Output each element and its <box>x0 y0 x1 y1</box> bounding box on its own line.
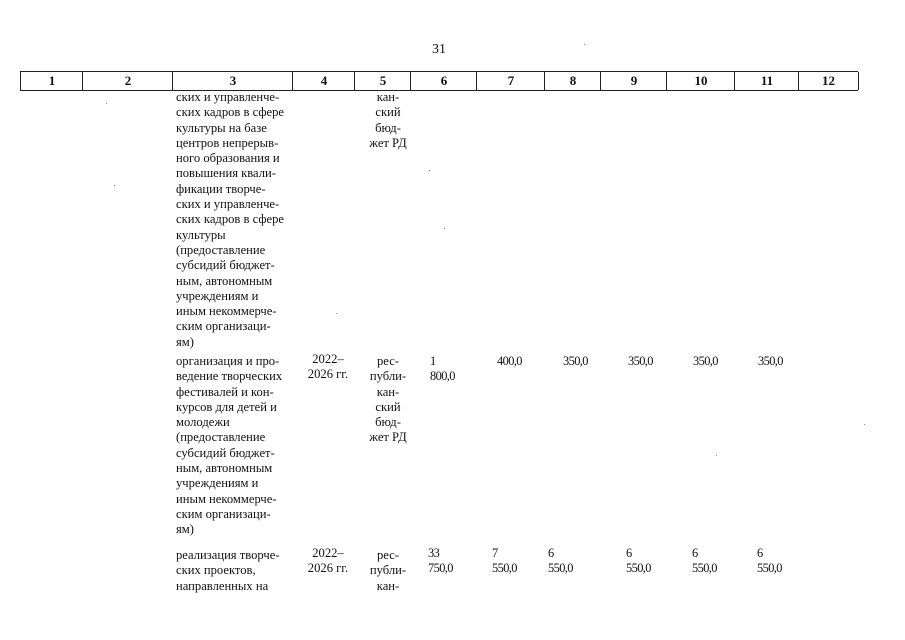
row-funding-source: кан- ский бюд- жет РД <box>369 90 407 150</box>
row-description: реализация творче- ских проектов, направленных на <box>176 548 280 593</box>
table-header-row <box>20 71 858 91</box>
scan-speck <box>864 424 865 425</box>
header-col-3: 3 <box>172 72 293 90</box>
row-years: 2022– 2026 гг. <box>307 546 349 576</box>
row-value-2025: 6 550,0 <box>692 546 717 575</box>
row-value-2023: 6 550,0 <box>548 546 573 575</box>
row-description: организация и про- ведение творческих фестивалей и кон- курсов для детей и молодежи (предоставление субсидий бюджет- ным, автономным учреждениям и иным некоммерче- ским организаци- ям) <box>176 354 283 537</box>
header-col-12: 12 <box>798 72 859 90</box>
scan-speck <box>716 455 717 456</box>
header-col-6: 6 <box>410 72 477 90</box>
scan-speck <box>444 228 445 229</box>
header-col-1: 1 <box>20 72 83 90</box>
header-col-4: 4 <box>292 72 355 90</box>
row-value-2024: 6 550,0 <box>626 546 651 575</box>
row-value-2023: 350,0 <box>563 354 588 368</box>
scan-speck <box>114 185 115 186</box>
row-value-total: 1 800,0 <box>430 354 455 383</box>
header-col-5: 5 <box>354 72 411 90</box>
scan-speck <box>429 170 430 171</box>
row-value-2025: 350,0 <box>693 354 718 368</box>
row-value-2022: 400,0 <box>497 354 522 368</box>
row-description: ских и управленче- ских кадров в сфере культуры на базе центров непрерыв- ного образования и повышения квали- фикации творче- ских и управленче- ских кадров в сфере культуры (предоставление субсидий бюджет- ным, автономным учреждениям и иным некоммерче- ским организаци- ям) <box>176 90 284 349</box>
header-col-8: 8 <box>544 72 601 90</box>
header-col-11: 11 <box>734 72 799 90</box>
row-funding-source: рес- публи- кан- <box>369 548 407 593</box>
row-funding-source: рес- публи- кан- ский бюд- жет РД <box>369 354 407 445</box>
header-col-7: 7 <box>476 72 545 90</box>
row-value-2024: 350,0 <box>628 354 653 368</box>
scan-speck <box>584 44 585 45</box>
row-value-2026: 350,0 <box>758 354 783 368</box>
page-number: 31 <box>432 42 446 57</box>
row-value-2026: 6 550,0 <box>757 546 782 575</box>
scan-speck <box>106 103 107 104</box>
header-col-10: 10 <box>666 72 735 90</box>
header-col-9: 9 <box>600 72 667 90</box>
row-value-total: 33 750,0 <box>428 546 453 575</box>
row-years: 2022– 2026 гг. <box>307 352 349 382</box>
header-col-2: 2 <box>82 72 173 90</box>
row-value-2022: 7 550,0 <box>492 546 517 575</box>
scan-speck <box>336 313 337 314</box>
